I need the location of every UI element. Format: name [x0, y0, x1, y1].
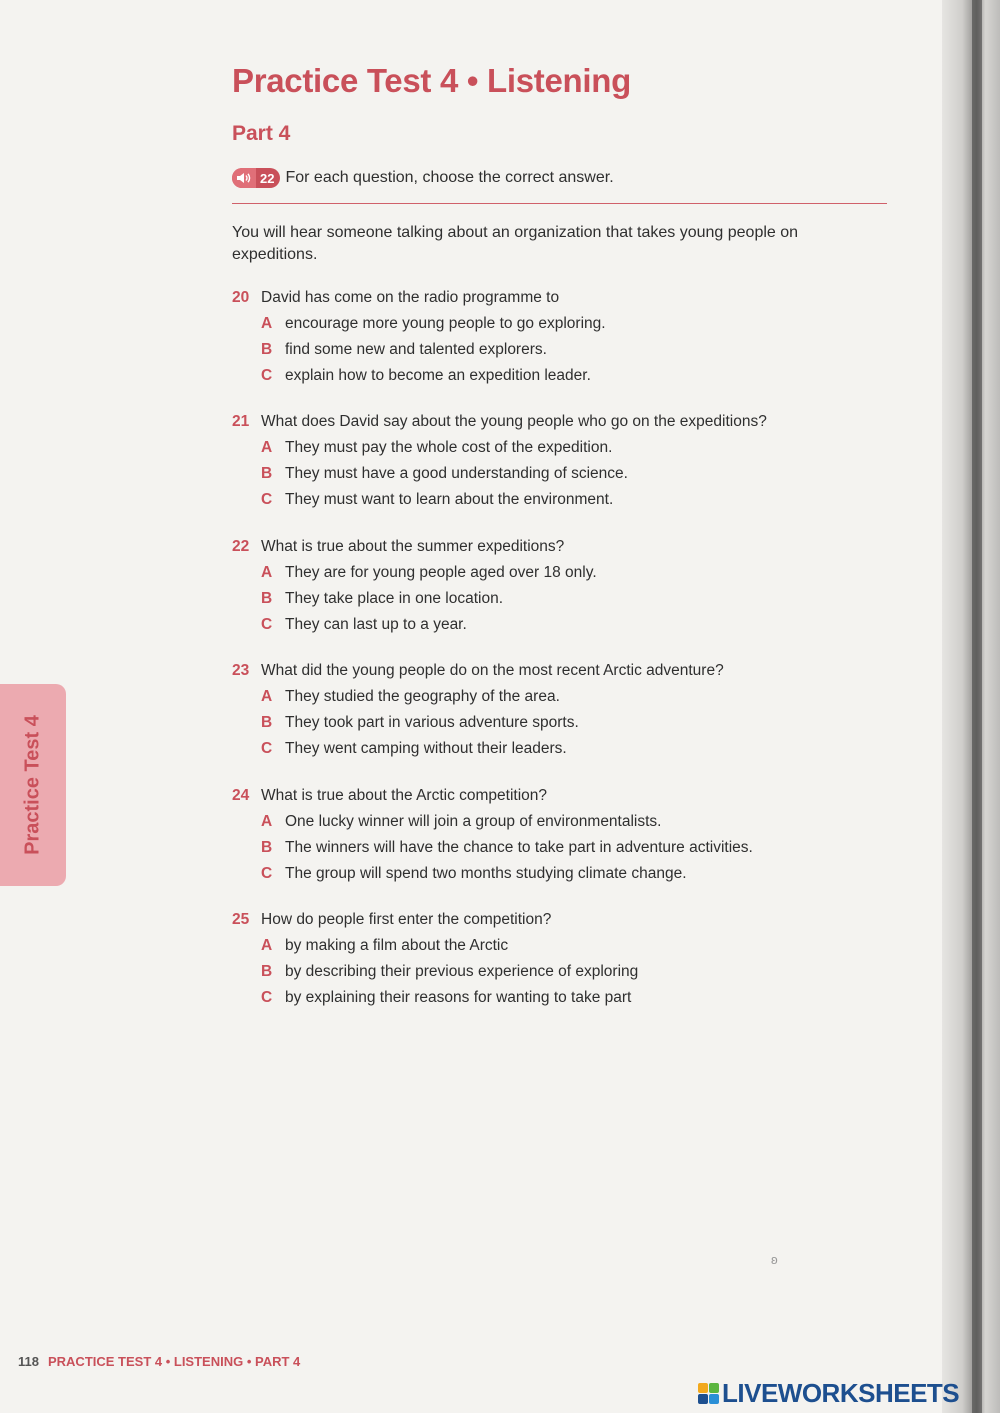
question-number: 20 — [232, 289, 250, 306]
option-letter: C — [261, 367, 273, 384]
option-b[interactable] — [261, 961, 872, 983]
page-number: 118 — [18, 1354, 39, 1369]
intro-text: You will hear someone talking about an organization that takes young people on expeditions. — [232, 224, 799, 263]
option-letter: B — [261, 465, 273, 482]
option-a[interactable] — [261, 562, 872, 584]
side-tab — [0, 684, 66, 886]
option-letter: B — [261, 839, 273, 856]
part-title: Part 4 — [232, 122, 291, 145]
page-footer — [18, 1354, 300, 1369]
option-a[interactable] — [261, 811, 872, 833]
question-number: 24 — [232, 787, 250, 804]
option-c[interactable] — [261, 614, 872, 636]
pen-mark: ʚ — [771, 1252, 778, 1267]
divider-line — [232, 203, 887, 204]
question-20 — [232, 287, 872, 387]
side-tab-label: Practice Test 4 — [21, 715, 44, 855]
option-letter: A — [261, 315, 273, 332]
option-text: The winners will have the chance to take part in adventure activities. — [285, 839, 753, 856]
option-text: find some new and talented explorers. — [285, 341, 547, 358]
speaker-icon — [232, 168, 256, 188]
option-letter: C — [261, 616, 273, 633]
question-text: How do people first enter the competition? — [261, 911, 552, 928]
question-text: What is true about the summer expeditions? — [261, 538, 565, 555]
question-text: What does David say about the young people who go on the expeditions? — [261, 413, 767, 430]
option-b[interactable] — [261, 463, 872, 485]
option-letter: B — [261, 963, 273, 980]
page-title: Practice Test 4 • Listening — [232, 62, 631, 99]
option-letter: C — [261, 989, 273, 1006]
option-text: explain how to become an expedition leader. — [285, 367, 591, 384]
question-number: 23 — [232, 662, 250, 679]
question-21 — [232, 411, 872, 511]
option-letter: B — [261, 714, 273, 731]
liveworksheets-logo-icon — [698, 1383, 719, 1404]
question-text: What did the young people do on the most recent Arctic adventure? — [261, 662, 724, 679]
option-text: They take place in one location. — [285, 590, 503, 607]
footer-text: PRACTICE TEST 4 • LISTENING • PART 4 — [47, 1354, 301, 1369]
option-text: They are for young people aged over 18 only. — [285, 564, 597, 581]
option-letter: C — [261, 740, 273, 757]
option-text: They must pay the whole cost of the expedition. — [285, 439, 613, 456]
option-text: They must have a good understanding of science. — [285, 465, 628, 482]
instruction-text: For each question, choose the correct answer. — [285, 169, 614, 186]
option-a[interactable] — [261, 935, 872, 957]
option-text: They studied the geography of the area. — [285, 688, 560, 705]
question-text: What is true about the Arctic competition? — [261, 787, 548, 804]
question-number: 22 — [232, 538, 250, 555]
option-c[interactable] — [261, 987, 872, 1009]
option-letter: A — [261, 439, 273, 456]
option-text: by describing their previous experience of exploring — [285, 963, 639, 980]
option-c[interactable] — [261, 738, 872, 760]
option-text: They went camping without their leaders. — [285, 740, 567, 757]
option-letter: C — [261, 491, 273, 508]
liveworksheets-watermark — [698, 1378, 959, 1409]
option-text: They can last up to a year. — [285, 616, 467, 633]
option-text: They must want to learn about the environment. — [285, 491, 614, 508]
question-24 — [232, 785, 872, 885]
option-letter: A — [261, 813, 273, 830]
option-a[interactable] — [261, 437, 872, 459]
option-text: The group will spend two months studying climate change. — [285, 865, 687, 882]
page-binding-edge — [942, 0, 1000, 1413]
option-letter: A — [261, 937, 273, 954]
option-b[interactable] — [261, 837, 872, 859]
question-number: 21 — [232, 413, 250, 430]
question-23 — [232, 660, 872, 760]
question-text: David has come on the radio programme to — [261, 289, 560, 306]
question-22 — [232, 536, 872, 636]
question-25 — [232, 909, 872, 1009]
option-letter: A — [261, 688, 273, 705]
question-number: 25 — [232, 911, 250, 928]
option-letter: C — [261, 865, 273, 882]
watermark-text: LIVEWORKSHEETS — [722, 1378, 960, 1408]
option-b[interactable] — [261, 339, 872, 361]
option-text: One lucky winner will join a group of environmentalists. — [285, 813, 662, 830]
option-b[interactable] — [261, 712, 872, 734]
option-a[interactable] — [261, 313, 872, 335]
option-letter: B — [261, 590, 273, 607]
option-text: by explaining their reasons for wanting to take part — [285, 989, 632, 1006]
option-c[interactable] — [261, 365, 872, 387]
audio-track-number: 22 — [260, 170, 275, 186]
option-text: They took part in various adventure sports. — [285, 714, 579, 731]
option-text: encourage more young people to go exploring. — [285, 315, 606, 332]
option-b[interactable] — [261, 588, 872, 610]
audio-track-button[interactable] — [232, 168, 280, 188]
option-c[interactable] — [261, 489, 872, 511]
instruction-row — [232, 168, 614, 188]
option-letter: B — [261, 341, 273, 358]
option-letter: A — [261, 564, 273, 581]
option-text: by making a film about the Arctic — [285, 937, 509, 954]
option-c[interactable] — [261, 863, 872, 885]
option-a[interactable] — [261, 686, 872, 708]
